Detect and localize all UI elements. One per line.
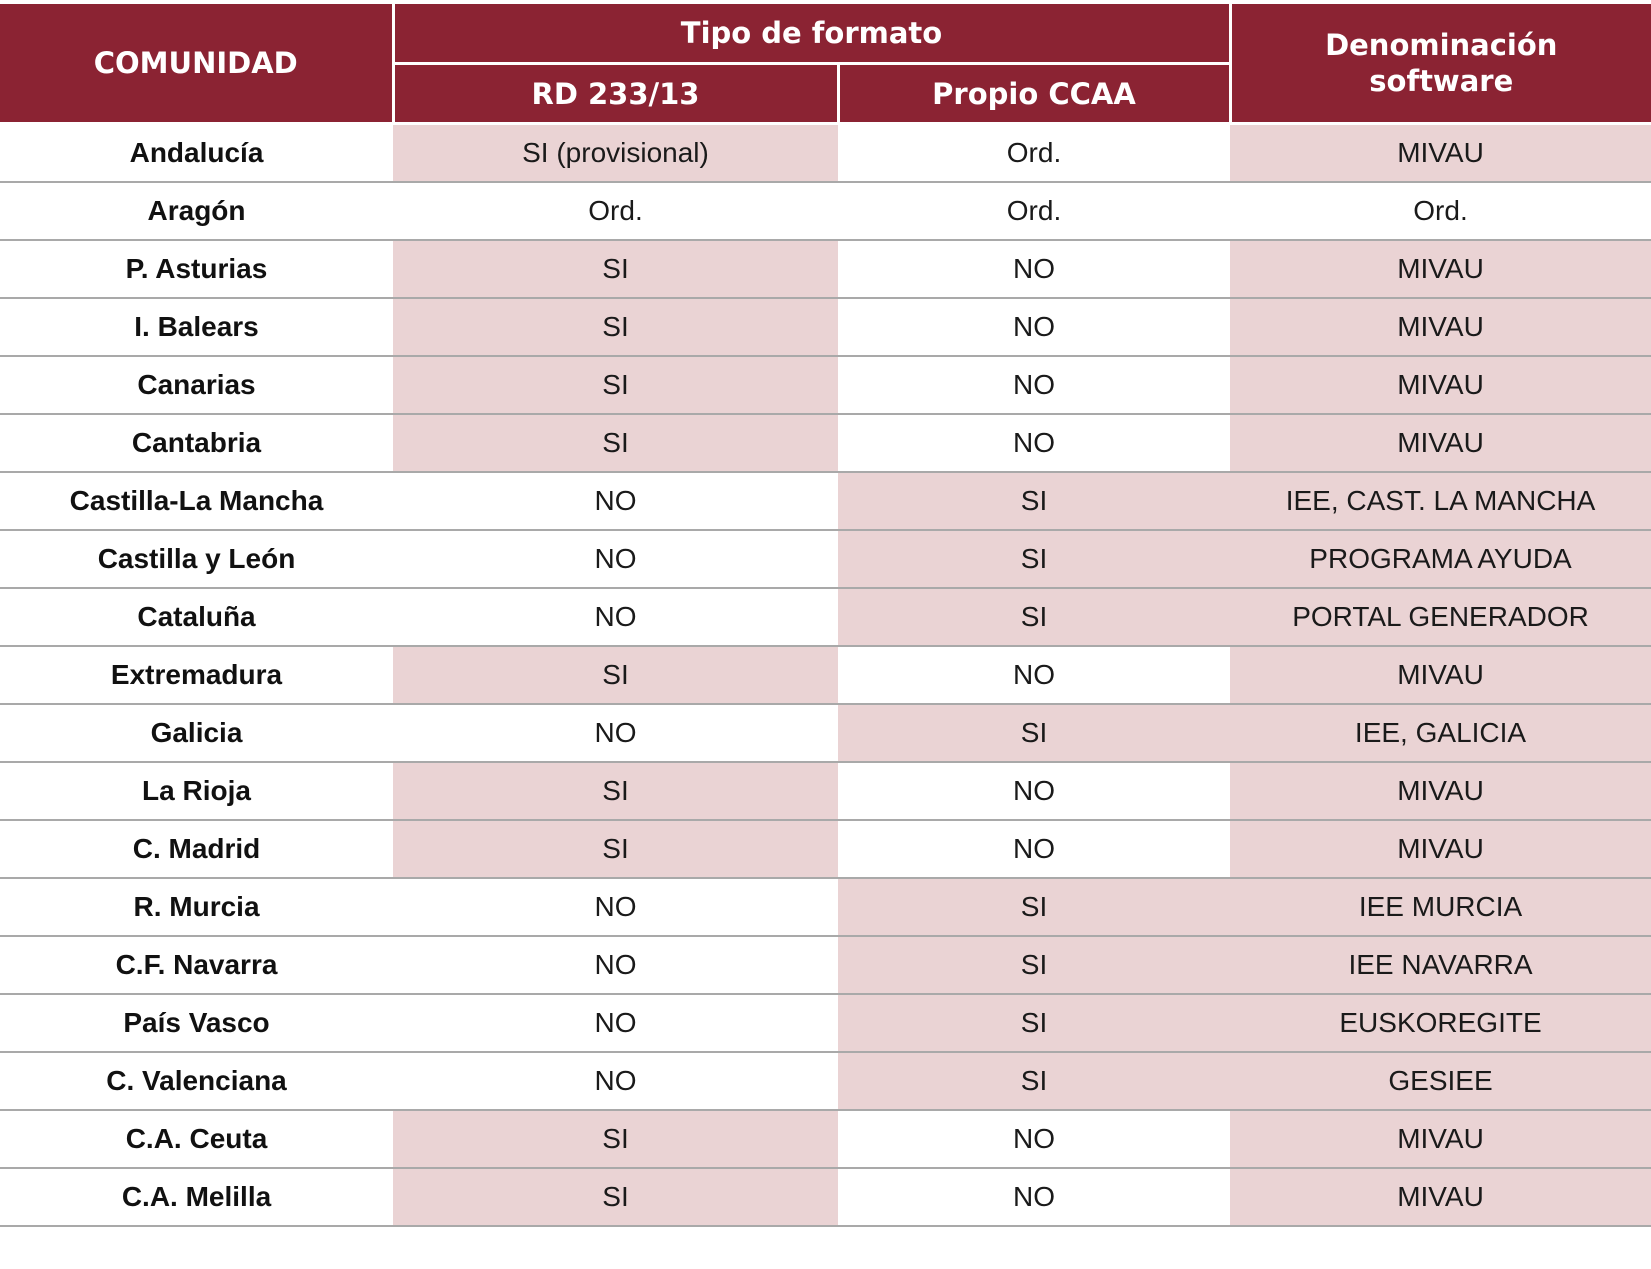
table-row [0, 530, 1651, 588]
cell-comunidad: Cataluña [0, 588, 393, 646]
cell-comunidad: La Rioja [0, 762, 393, 820]
header-propio: Propio CCAA [838, 64, 1230, 124]
cell-software: MIVAU [1230, 414, 1651, 472]
cell-comunidad: Castilla-La Mancha [0, 472, 393, 530]
cell-software: PORTAL GENERADOR [1230, 588, 1651, 646]
cell-rd: Ord. [393, 182, 838, 240]
table-row [0, 240, 1651, 298]
header-rd: RD 233/13 [393, 64, 838, 124]
table-row [0, 124, 1651, 183]
cell-rd: NO [393, 936, 838, 994]
header-denominacion-line1: Denominación [1325, 28, 1558, 62]
cell-comunidad: C.A. Melilla [0, 1168, 393, 1226]
cell-propio: SI [838, 588, 1230, 646]
cell-rd: NO [393, 1052, 838, 1110]
header-row-top [0, 4, 1651, 64]
cell-software: MIVAU [1230, 646, 1651, 704]
cell-software: IEE MURCIA [1230, 878, 1651, 936]
header-tipo-formato: Tipo de formato [393, 4, 1230, 64]
table-row [0, 1110, 1651, 1168]
software-format-table [0, 4, 1651, 1227]
table-row [0, 298, 1651, 356]
cell-propio: NO [838, 356, 1230, 414]
table-body [0, 124, 1651, 1227]
cell-rd: SI [393, 240, 838, 298]
cell-software: IEE NAVARRA [1230, 936, 1651, 994]
cell-software: IEE, CAST. LA MANCHA [1230, 472, 1651, 530]
table-row [0, 878, 1651, 936]
table-row [0, 704, 1651, 762]
cell-rd: NO [393, 588, 838, 646]
table-row [0, 414, 1651, 472]
cell-rd: SI (provisional) [393, 124, 838, 183]
cell-comunidad: C. Madrid [0, 820, 393, 878]
header-denominacion-line2: software [1369, 64, 1514, 98]
cell-propio: Ord. [838, 124, 1230, 183]
cell-rd: NO [393, 472, 838, 530]
cell-rd: NO [393, 878, 838, 936]
table-row [0, 356, 1651, 414]
cell-propio: NO [838, 820, 1230, 878]
cell-rd: SI [393, 1168, 838, 1226]
table-row [0, 1052, 1651, 1110]
cell-propio: SI [838, 878, 1230, 936]
cell-comunidad: Andalucía [0, 124, 393, 183]
cell-software: EUSKOREGITE [1230, 994, 1651, 1052]
cell-propio: Ord. [838, 182, 1230, 240]
cell-software: GESIEE [1230, 1052, 1651, 1110]
cell-rd: NO [393, 530, 838, 588]
cell-rd: NO [393, 994, 838, 1052]
cell-rd: SI [393, 762, 838, 820]
table-row [0, 936, 1651, 994]
cell-propio: NO [838, 414, 1230, 472]
cell-rd: SI [393, 298, 838, 356]
table-header [0, 4, 1651, 124]
cell-comunidad: C.F. Navarra [0, 936, 393, 994]
cell-comunidad: I. Balears [0, 298, 393, 356]
table-row [0, 820, 1651, 878]
cell-comunidad: Canarias [0, 356, 393, 414]
cell-comunidad: R. Murcia [0, 878, 393, 936]
cell-rd: NO [393, 704, 838, 762]
cell-comunidad: Cantabria [0, 414, 393, 472]
cell-propio: SI [838, 1052, 1230, 1110]
cell-comunidad: P. Asturias [0, 240, 393, 298]
cell-propio: NO [838, 298, 1230, 356]
cell-propio: NO [838, 1168, 1230, 1226]
cell-propio: SI [838, 936, 1230, 994]
cell-software: PROGRAMA AYUDA [1230, 530, 1651, 588]
table-row [0, 588, 1651, 646]
cell-comunidad: Aragón [0, 182, 393, 240]
table-row [0, 762, 1651, 820]
cell-comunidad: C.A. Ceuta [0, 1110, 393, 1168]
table-row [0, 1168, 1651, 1226]
cell-propio: NO [838, 646, 1230, 704]
cell-software: MIVAU [1230, 820, 1651, 878]
header-denominacion [1230, 4, 1651, 124]
cell-software: MIVAU [1230, 356, 1651, 414]
cell-software: MIVAU [1230, 240, 1651, 298]
cell-comunidad: Extremadura [0, 646, 393, 704]
cell-propio: NO [838, 762, 1230, 820]
cell-software: MIVAU [1230, 124, 1651, 183]
cell-software: MIVAU [1230, 1110, 1651, 1168]
cell-software: MIVAU [1230, 298, 1651, 356]
cell-rd: SI [393, 646, 838, 704]
cell-software: Ord. [1230, 182, 1651, 240]
cell-comunidad: País Vasco [0, 994, 393, 1052]
table-row [0, 182, 1651, 240]
cell-propio: SI [838, 994, 1230, 1052]
cell-propio: SI [838, 530, 1230, 588]
cell-software: IEE, GALICIA [1230, 704, 1651, 762]
cell-propio: NO [838, 1110, 1230, 1168]
cell-propio: SI [838, 704, 1230, 762]
cell-comunidad: C. Valenciana [0, 1052, 393, 1110]
cell-comunidad: Castilla y León [0, 530, 393, 588]
cell-propio: NO [838, 240, 1230, 298]
table-row [0, 472, 1651, 530]
cell-software: MIVAU [1230, 1168, 1651, 1226]
cell-rd: SI [393, 356, 838, 414]
cell-propio: SI [838, 472, 1230, 530]
cell-software: MIVAU [1230, 762, 1651, 820]
header-comunidad: COMUNIDAD [0, 4, 393, 124]
table-wrapper [0, 4, 1651, 1227]
table-row [0, 646, 1651, 704]
table-row [0, 994, 1651, 1052]
cell-rd: SI [393, 414, 838, 472]
cell-rd: SI [393, 1110, 838, 1168]
cell-comunidad: Galicia [0, 704, 393, 762]
cell-rd: SI [393, 820, 838, 878]
